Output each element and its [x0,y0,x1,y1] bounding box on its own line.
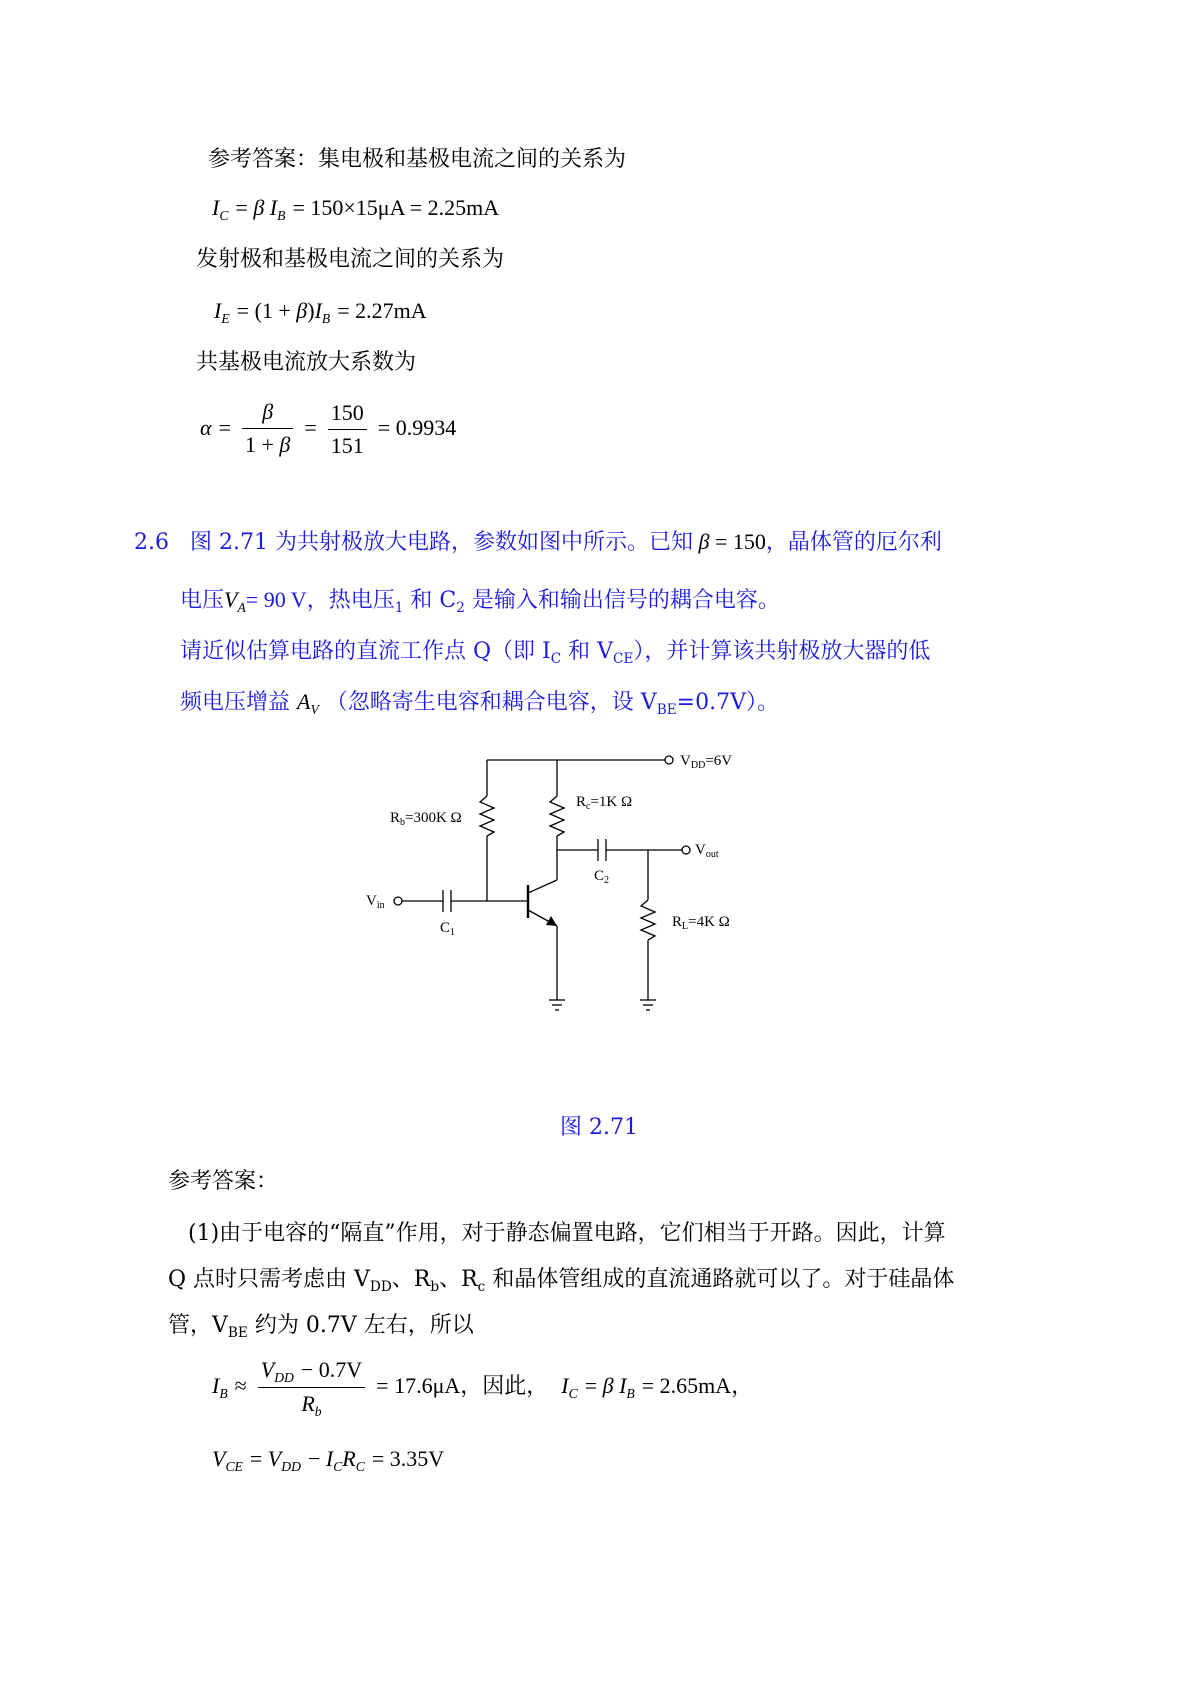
answer2-para1: (1)由于电容的“隔直”作用，对于静态偏置电路，它们相当于开路。因此，计算 [188,1221,946,1246]
answer2-para2: Q 点时只需考虑由 $V_{DD}$、$R_b$、$R_c$ 和晶体管组成的直流通路就可以了。对于硅晶体 [168,1267,955,1295]
problem-line-4: 频电压增益 $A_V$ （忽略寄生电容和耦合电容，设 $V_{BE}=0.7V$）。 [180,689,779,718]
label-vin: $V_{in}$ [366,893,385,911]
label-vout: $V_{out}$ [695,842,719,860]
label-rb: $R_b=300K$ Ω [390,810,462,828]
resistor-rb [480,796,494,836]
equation-alpha: α = $\frac{\beta}{1 + \beta}$ = $\frac{150}{151}$ = 0.9934 [200,396,456,462]
equation-ie: $I_E = (1 + \beta)I_B = 2.27mA$ [214,298,427,326]
vout-terminal [682,846,690,854]
problem-number: 2.6 [134,530,169,555]
problem-line-3: 请近似估算电路的直流工作点 Q（即 $I_C$ 和 $V_{CE}$），并计算该共射极放大器的低 [180,639,931,667]
answer1-heading: 参考答案：集电极和基极电流之间的关系为 [208,147,627,172]
fraction-beta: $\frac{\beta}{1 + \beta}$ [242,396,293,462]
equation-vce: $V_{CE} = V_{DD} - I_CR_C = 3.35V$ [212,1446,445,1474]
fraction-ib: $\frac{V_{DD} - 0.7V}{R_b}$ [258,1354,365,1420]
equation-ib: $I_B$ ≈ $\frac{V_{DD} - 0.7V}{R_b}$ = 17.6μA，因此， $I_C = \beta$ $I_B = 2.65mA$， [212,1354,753,1420]
answer1-alpha-line: 共基极电流放大系数为 [196,350,417,375]
vin-terminal [394,897,402,905]
fraction-150-151: $\frac{150}{151}$ [328,397,367,462]
equation-ic: $I_C = \beta$ $I_B = 150\times 15\mu A = 2.25mA$ [212,195,500,223]
label-rc: $R_c=1K$ Ω [576,794,633,812]
resistor-rc [550,796,564,836]
problem-line-1: 2.6 图 2.71 为共射极放大电路，参数如图中所示。已知 β = 150，晶体管的厄尔利 [134,529,942,555]
resistor-rl [641,900,655,940]
answer1-emitter-line: 发射极和基极电流之间的关系为 [196,247,505,272]
figure-caption: 图 2.71 [560,1115,638,1140]
label-c2: $C_2$ [594,868,610,886]
label-c1: $C_1$ [440,920,456,938]
problem-line-2: 电压$V_A= 90$ V，热电压$_1$ 和 $C_2$ 是输入和输出信号的耦合电容。 [180,587,780,616]
label-vdd: $V_{DD}=6V$ [680,753,733,771]
vdd-terminal [665,756,673,764]
circuit-schematic [360,740,800,1120]
label-rl: $R_L=4K$ Ω [672,914,730,932]
answer2-heading: 参考答案： [168,1169,279,1194]
answer2-para3: 管，$V_{BE}$ 约为 0.7V 左右，所以 [168,1313,474,1341]
